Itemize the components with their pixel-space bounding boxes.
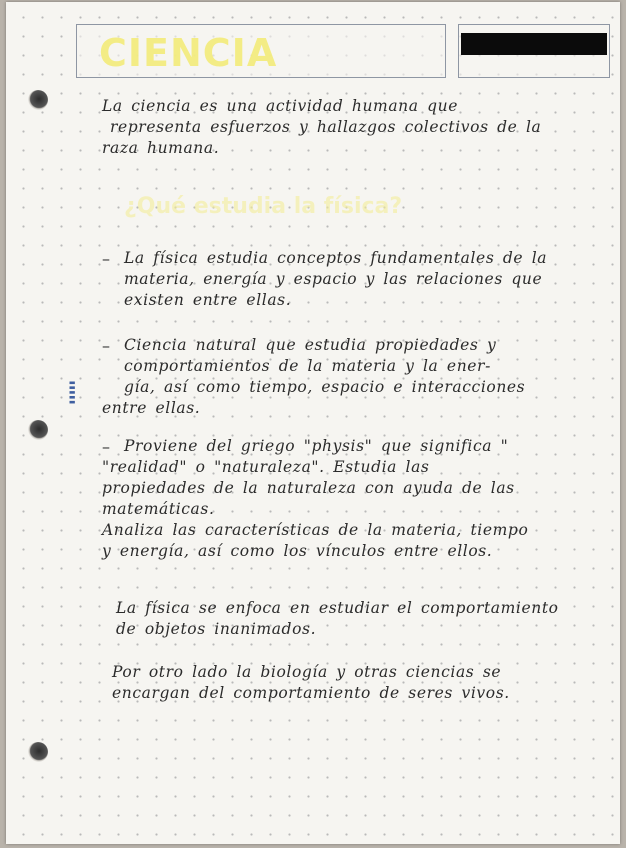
binder-hole-bottom (28, 742, 48, 762)
text-line: Proviene del griego "physis" que significa " (124, 437, 509, 455)
text-line: y energía, así como los vínculos entre ellos. (102, 542, 493, 560)
bullet-dash-icon: – (102, 336, 111, 355)
bullet-dash-icon: – (102, 437, 111, 456)
page-title: CIENCIA (99, 31, 278, 75)
closing-paragraph (112, 662, 602, 704)
faint-subheading: ¿Qué estudia la física? (124, 194, 403, 219)
text-line: existen entre ellas. (124, 291, 292, 309)
margin-stamp: ▮▮▮▮▮ (68, 379, 76, 404)
bullet-dash-icon: – (102, 249, 111, 268)
binder-hole-top (28, 90, 48, 110)
text-line: materia, energía y espacio y las relaciones que (124, 270, 543, 288)
text-line: Por otro lado la biología y otras ciencias se (112, 663, 502, 681)
text-line: raza humana. (102, 139, 220, 157)
text-line: Ciencia natural que estudia propiedades y (124, 336, 497, 354)
notebook-page (6, 2, 620, 844)
text-line: gía, así como tiempo, espacio e interacciones (124, 378, 526, 396)
text-line: La física se enfoca en estudiar el comportamiento (116, 599, 559, 617)
binder-hole-middle (28, 420, 48, 440)
text-line: propiedades de la naturaleza con ayuda de las (102, 479, 515, 497)
intro-paragraph (102, 96, 592, 159)
text-line: entre ellas. (102, 399, 201, 417)
text-line: "realidad" o "naturaleza". Estudia las (102, 458, 430, 476)
title-box (76, 24, 446, 78)
date-box (458, 24, 610, 78)
closing-paragraph (116, 598, 606, 640)
redacted-block (461, 33, 607, 55)
text-line: La ciencia es una actividad humana que (102, 97, 459, 115)
text-line: representa esfuerzos y hallazgos colectivos de la (110, 118, 542, 136)
text-line: de objetos inanimados. (116, 620, 317, 638)
text-line: encargan del comportamiento de seres vivos. (112, 684, 510, 702)
text-line: matemáticas. (102, 500, 215, 518)
text-line: comportamientos de la materia y la ener- (124, 357, 491, 375)
text-line: La física estudia conceptos fundamentales de la (124, 249, 548, 267)
text-line: Analiza las características de la materia, tiempo (102, 521, 529, 539)
